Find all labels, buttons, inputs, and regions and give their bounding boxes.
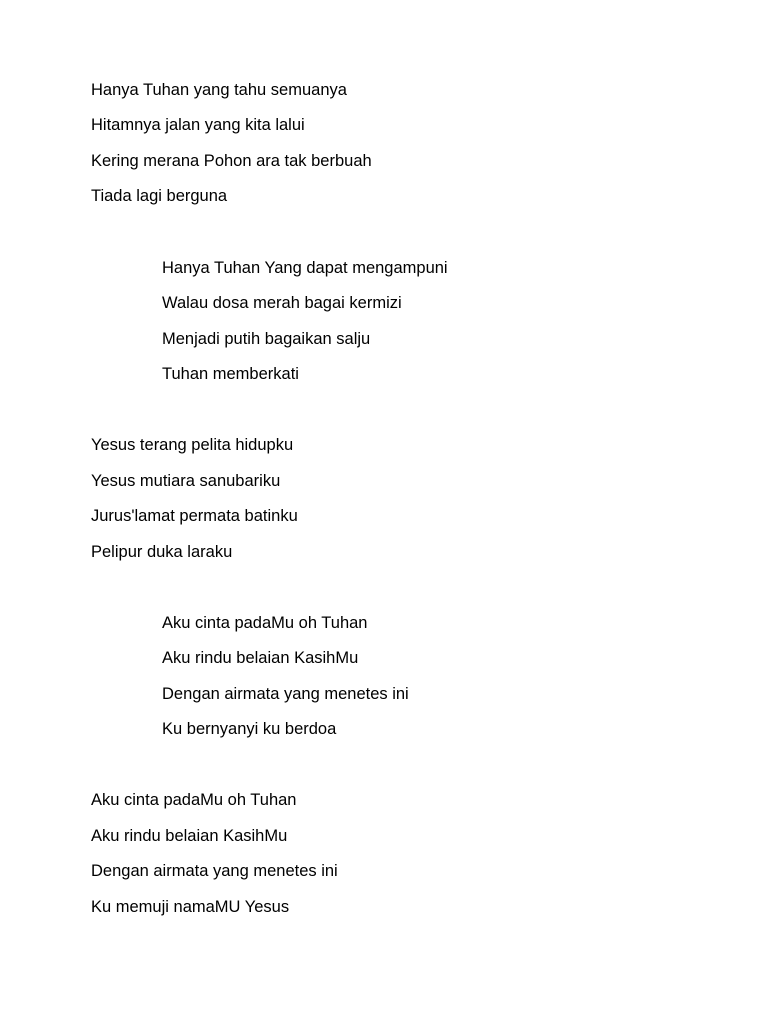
lyric-line: Hanya Tuhan Yang dapat mengampuni	[162, 259, 448, 277]
lyric-line: Hitamnya jalan yang kita lalui	[91, 116, 305, 134]
lyric-line: Walau dosa merah bagai kermizi	[162, 294, 402, 312]
lyric-line: Aku cinta padaMu oh Tuhan	[91, 791, 297, 809]
lyric-line: Aku rindu belaian KasihMu	[91, 827, 288, 845]
lyric-line: Ku bernyanyi ku berdoa	[162, 720, 337, 738]
lyric-line: Yesus mutiara sanubariku	[91, 472, 281, 490]
lyric-line: Aku rindu belaian KasihMu	[162, 649, 359, 667]
lyric-line: Yesus terang pelita hidupku	[91, 436, 294, 454]
lyric-line: Pelipur duka laraku	[91, 543, 233, 561]
lyric-line: Dengan airmata yang menetes ini	[162, 685, 409, 703]
lyric-line: Dengan airmata yang menetes ini	[91, 862, 338, 880]
lyric-line: Kering merana Pohon ara tak berbuah	[91, 152, 372, 170]
lyric-line: Ku memuji namaMU Yesus	[91, 898, 290, 916]
lyric-line: Menjadi putih bagaikan salju	[162, 330, 371, 348]
lyric-line: Tuhan memberkati	[162, 365, 299, 383]
lyric-line: Jurus'lamat permata batinku	[91, 507, 298, 525]
lyric-line: Tiada lagi berguna	[91, 187, 228, 205]
lyric-line: Hanya Tuhan yang tahu semuanya	[91, 81, 347, 99]
lyric-line: Aku cinta padaMu oh Tuhan	[162, 614, 368, 632]
